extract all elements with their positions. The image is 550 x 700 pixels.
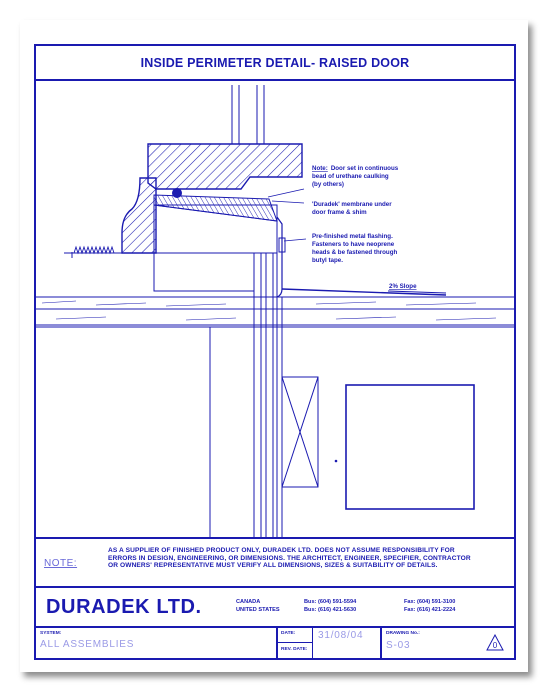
note-callout-line3: (by others) — [312, 181, 344, 188]
interior-trim — [122, 178, 156, 253]
phone-canada: Bus: (604) 591-5594 — [304, 599, 357, 605]
drawing-number-cell — [382, 628, 514, 658]
membrane-callout-line2: door frame & shim — [312, 209, 367, 216]
joist-section — [346, 385, 474, 509]
system-label: SYSTEM: — [40, 631, 62, 636]
slope-label: 2% Slope — [389, 283, 417, 290]
membrane-strip — [154, 195, 277, 221]
company-row — [36, 586, 514, 628]
flashing-callout-line3: heads & be fastened through — [312, 249, 398, 256]
membrane-callout: 'Duradek' membrane under — [312, 201, 392, 208]
door-threshold — [148, 144, 302, 189]
disclaimer-line-2: ERRORS IN DESIGN, ENGINEERING, OR DIMENSIONS. THE ARCHITECT, ENGINEER, SPECIFIER, CONTRACTOR — [108, 554, 471, 562]
blocking — [154, 253, 254, 291]
company-name: DURADEK LTD. — [46, 596, 202, 618]
drawing-number-value: S-03 — [386, 640, 411, 651]
disclaimer-row — [36, 537, 514, 588]
flashing-callout-line4: butyl tape. — [312, 257, 343, 264]
wall-framing — [210, 253, 318, 537]
system-cell — [36, 628, 278, 658]
disclaimer-line-3: OR OWNERS' REPRESENTATIVE MUST VERIFY ALL DIMENSIONS, SIZES & SUITABILITY OF DETAILS. — [108, 562, 438, 569]
region-us: UNITED STATES — [236, 607, 280, 613]
title-block-frame — [34, 44, 516, 660]
info-row — [36, 628, 514, 658]
note-callout-line2: bead of urethane caulking — [312, 173, 389, 180]
phone-us: Bus: (616) 421-5630 — [304, 607, 357, 613]
section-detail-drawing — [36, 81, 514, 537]
fax-us: Fax: (616) 421-2224 — [404, 607, 456, 613]
disclaimer-label: NOTE: — [44, 558, 78, 569]
floor-assembly — [36, 297, 514, 327]
metal-flashing — [277, 217, 282, 297]
region-canada: CANADA — [236, 599, 261, 605]
flashing-callout: Pre-finished metal flashing. — [312, 233, 393, 240]
flashing-callout-line2: Fasteners to have neoprene — [312, 241, 395, 248]
date-label: DATE: — [281, 631, 296, 636]
door-slab — [232, 85, 264, 144]
note-callout: Note: Door set in continuous — [312, 165, 399, 172]
disclaimer-line-1: AS A SUPPLIER OF FINISHED PRODUCT ONLY, DURADEK LTD. DOES NOT ASSUME RESPONSIBILITY FOR — [108, 547, 455, 554]
drawing-title: INSIDE PERIMETER DETAIL- RAISED DOOR — [36, 46, 514, 81]
revision-triangle-icon — [486, 634, 504, 651]
revision-number: 0 — [492, 641, 498, 650]
carpet-edge — [74, 247, 114, 253]
date-value: 31/08/04 — [318, 630, 364, 641]
system-value: ALL ASSEMBLIES — [40, 639, 135, 650]
date-cell — [278, 628, 382, 658]
drawing-number-label: DRAWING No.: — [386, 631, 420, 636]
fax-canada: Fax: (604) 591-3100 — [404, 599, 456, 605]
disclaimer-text — [108, 547, 508, 570]
rev-date-label: REV. DATE: — [281, 647, 308, 652]
